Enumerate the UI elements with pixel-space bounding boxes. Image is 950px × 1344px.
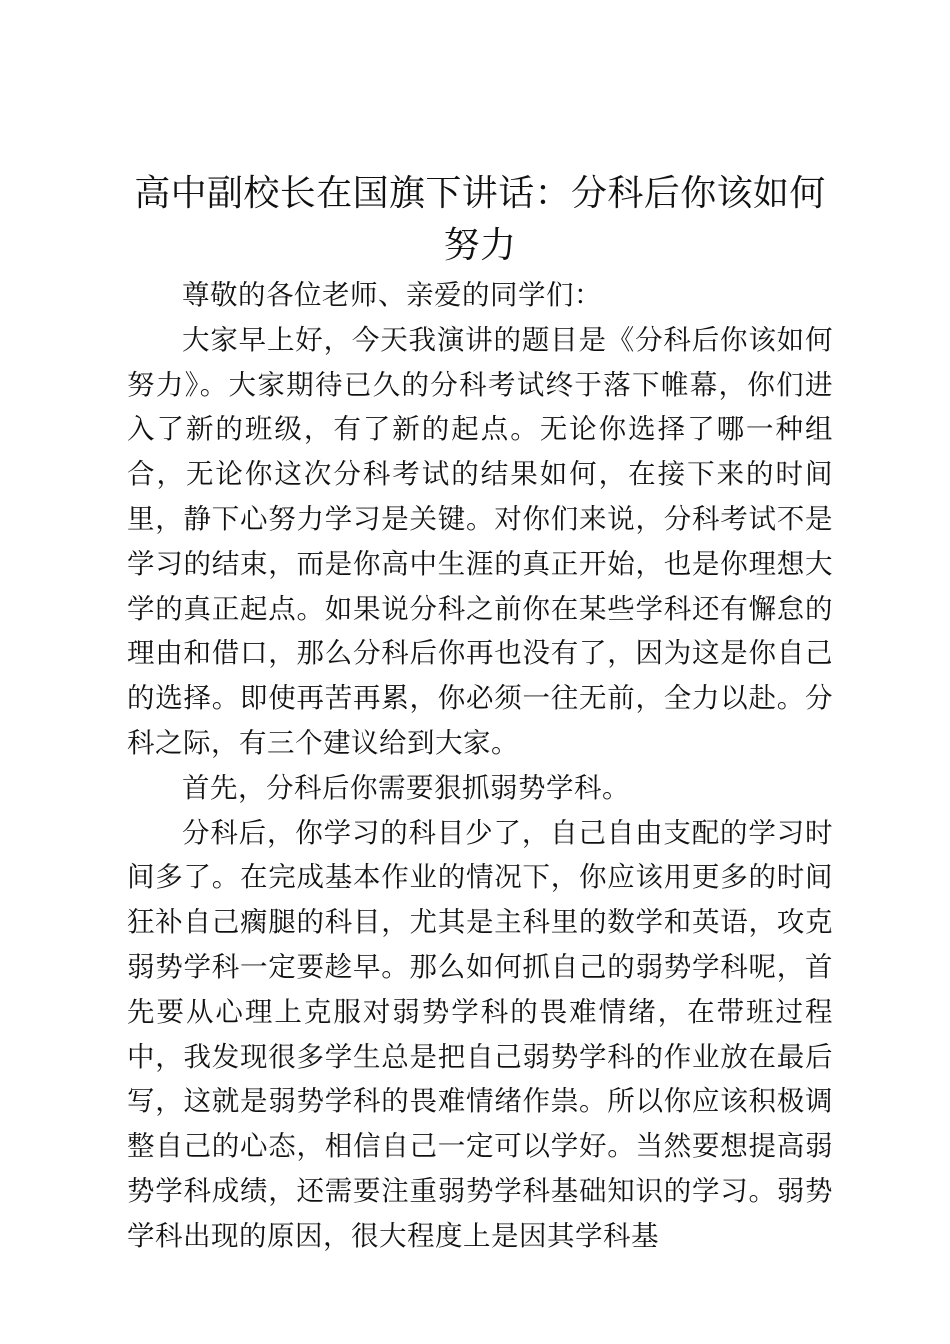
salutation-paragraph: 尊敬的各位老师、亲爱的同学们： xyxy=(182,279,602,311)
body-paragraph: 分科后，你学习的科目少了，自己自由支配的学习时间多了。在完成基本作业的情况下，你应该用更多的时间狂补自己瘸腿的科目，尤其是主科里的数学和英语，攻克弱势学科一定要趁早。那么如何抓自己的弱势学科呢，首先要从心理上克服对弱势学科的畏难情绪，在带班过程中，我发现很多学生总是把自己弱势学科的作业放在最后写，这就是弱势学科的畏难情绪作祟。所以你应该积极调整自己的心态，相信自己一定可以学好。当然要想提高弱势学科成绩，还需要注重弱势学科基础知识的学习。弱势学科出现的原因，很大程度上是因其学科基 xyxy=(127,816,833,1252)
section-heading-paragraph: 首先，分科后你需要狠抓弱势学科。 xyxy=(182,771,630,804)
intro-paragraph: 大家早上好，今天我演讲的题目是《分科后你该如何努力》。大家期待已久的分科考试终于落下帷幕，你们进入了新的班级，有了新的起点。无论你选择了哪一种组合，无论你这次分科考试的结果如何，在接下来的时间里，静下心努力学习是关键。对你们来说，分科考试不是学习的结束，而是你高中生涯的真正开始，也是你理想大学的真正起点。如果说分科之前你在某些学科还有懈怠的理由和借口，那么分科后你再也没有了，因为这是你自己的选择。即使再苦再累，你必须一往无前，全力以赴。分科之际，有三个建议给到大家。 xyxy=(127,323,833,759)
document-title: 高中副校长在国旗下讲话：分科后你该如何努力 xyxy=(134,173,826,266)
document-body xyxy=(127,273,833,1259)
